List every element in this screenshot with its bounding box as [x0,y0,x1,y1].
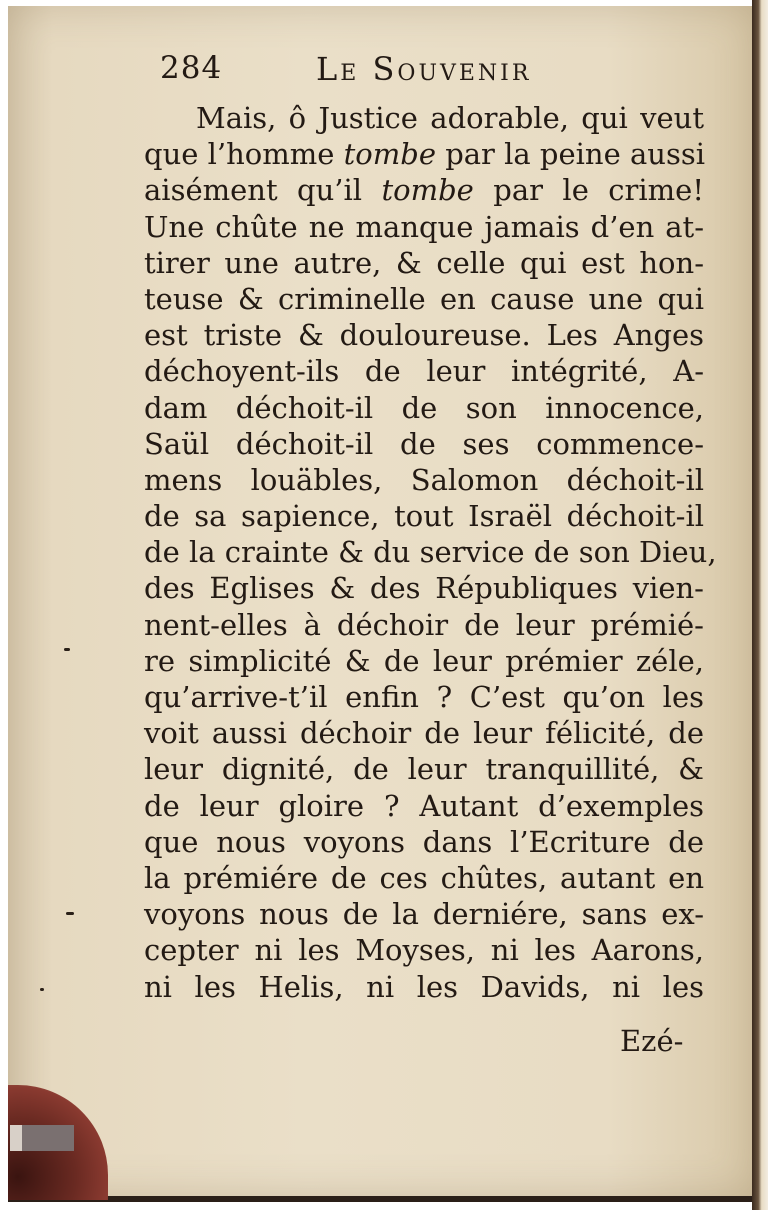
text-line: mens louäbles, Salomon déchoit-il [144,462,704,497]
italic-word: tombe [343,137,436,172]
text-segment: par la peine aussi [435,137,705,172]
text-line: déchoyent-ils de leur intégrité, A- [144,354,704,389]
running-title: Le Souvenir [316,50,532,88]
text-line: voyons nous de la derniére, sans ex- [144,897,704,932]
ink-speck [40,988,44,991]
text-line: teuse & criminelle en cause une qui [144,281,704,316]
book-gutter-edge [752,0,768,1210]
text-line: la prémiére de ces chûtes, autant en [144,860,704,895]
text-line: voit aussi déchoir de leur félicité, de [144,716,704,751]
ink-speck [66,912,74,915]
text-line: Saül déchoit-il de ses commence- [144,426,704,461]
text-line: Mais, ô Justice adorable, qui veut [196,101,704,135]
text-line: des Eglises & des Républiques vien- [144,571,704,606]
page-header [160,50,700,96]
text-line [144,136,704,172]
text-line: dam déchoit-il de son innocence, [144,390,704,425]
page-number: 284 [160,50,223,86]
body-text [144,100,717,1005]
text-line: re simplicité & de leur prémier zéle, [144,643,704,678]
italic-word: tombe [381,173,474,208]
text-line: est triste & douloureuse. Les Anges [144,318,704,353]
catchword: Ezé- [620,1024,684,1058]
text-segment: que l’homme [144,137,344,172]
text-line: Une chûte ne manque jamais d’en at- [144,209,704,244]
text-line: qu’arrive-t’il enfin ? C’est qu’on les [144,680,704,714]
text-segment: aisément qu’il [144,173,382,208]
text-line: de leur gloire ? Autant d’exemples [144,788,704,823]
text-line: nent-elles à déchoir de leur prémié- [144,607,704,642]
text-line: tirer une autre, & celle qui est hon- [144,245,704,280]
text-line: cepter ni les Moyses, ni les Aarons, [144,933,704,968]
text-line [144,172,704,208]
text-line: de sa sapience, tout Israël déchoit-il [144,499,704,534]
text-segment: par le crime! [473,173,704,208]
library-tab-mark [10,1125,74,1151]
ink-speck [64,648,70,651]
text-line: de la crainte & du service de son Dieu, [144,535,717,570]
text-line: ni les Helis, ni les Davids, ni les [144,969,704,1004]
text-line: leur dignité, de leur tranquillité, & [144,752,704,787]
text-line: que nous voyons dans l’Ecriture de [144,824,704,859]
